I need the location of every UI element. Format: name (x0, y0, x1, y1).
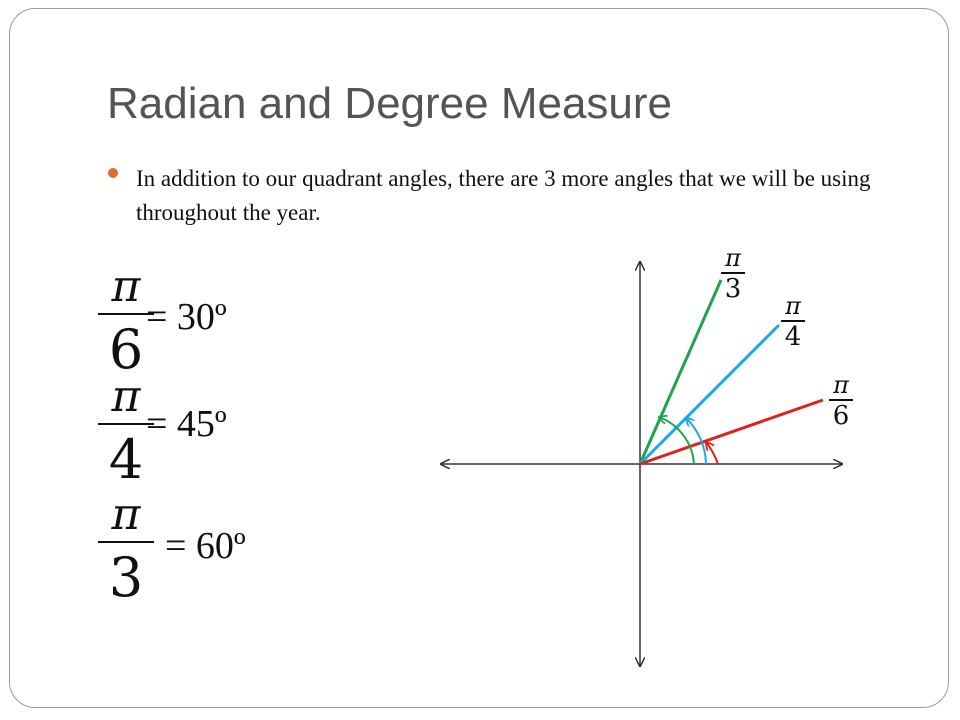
ray-pi-over-6 (640, 400, 823, 464)
label-numerator: π (785, 292, 801, 320)
label-numerator: π (833, 371, 849, 399)
label-pi-over-3 (721, 246, 745, 302)
label-pi-over-6 (829, 373, 853, 429)
label-numerator: π (725, 244, 741, 272)
equation-45-degrees: = 45º (146, 403, 227, 445)
fraction-denominator: 6 (108, 318, 144, 381)
fraction-numerator: π (111, 489, 141, 540)
ray-pi-over-3 (640, 280, 721, 464)
fraction-numerator: π (111, 371, 141, 422)
label-denominator: 3 (724, 273, 742, 304)
fraction-numerator: π (111, 261, 141, 312)
ray-pi-over-4 (640, 325, 779, 464)
label-pi-over-4 (781, 294, 805, 350)
fraction-denominator: 3 (108, 546, 144, 609)
slide-title: Radian and Degree Measure (107, 79, 673, 128)
bullet-text: In addition to our quadrant angles, there are 3 more angles that we will be using throughout the year. (136, 166, 871, 225)
equation-60-degrees: = 60º (165, 525, 246, 567)
equation-30-degrees: = 30º (146, 296, 227, 338)
arc-pi-over-6 (706, 442, 718, 464)
label-denominator: 6 (832, 400, 850, 431)
fraction-denominator: 4 (108, 428, 144, 491)
label-denominator: 4 (784, 321, 802, 352)
